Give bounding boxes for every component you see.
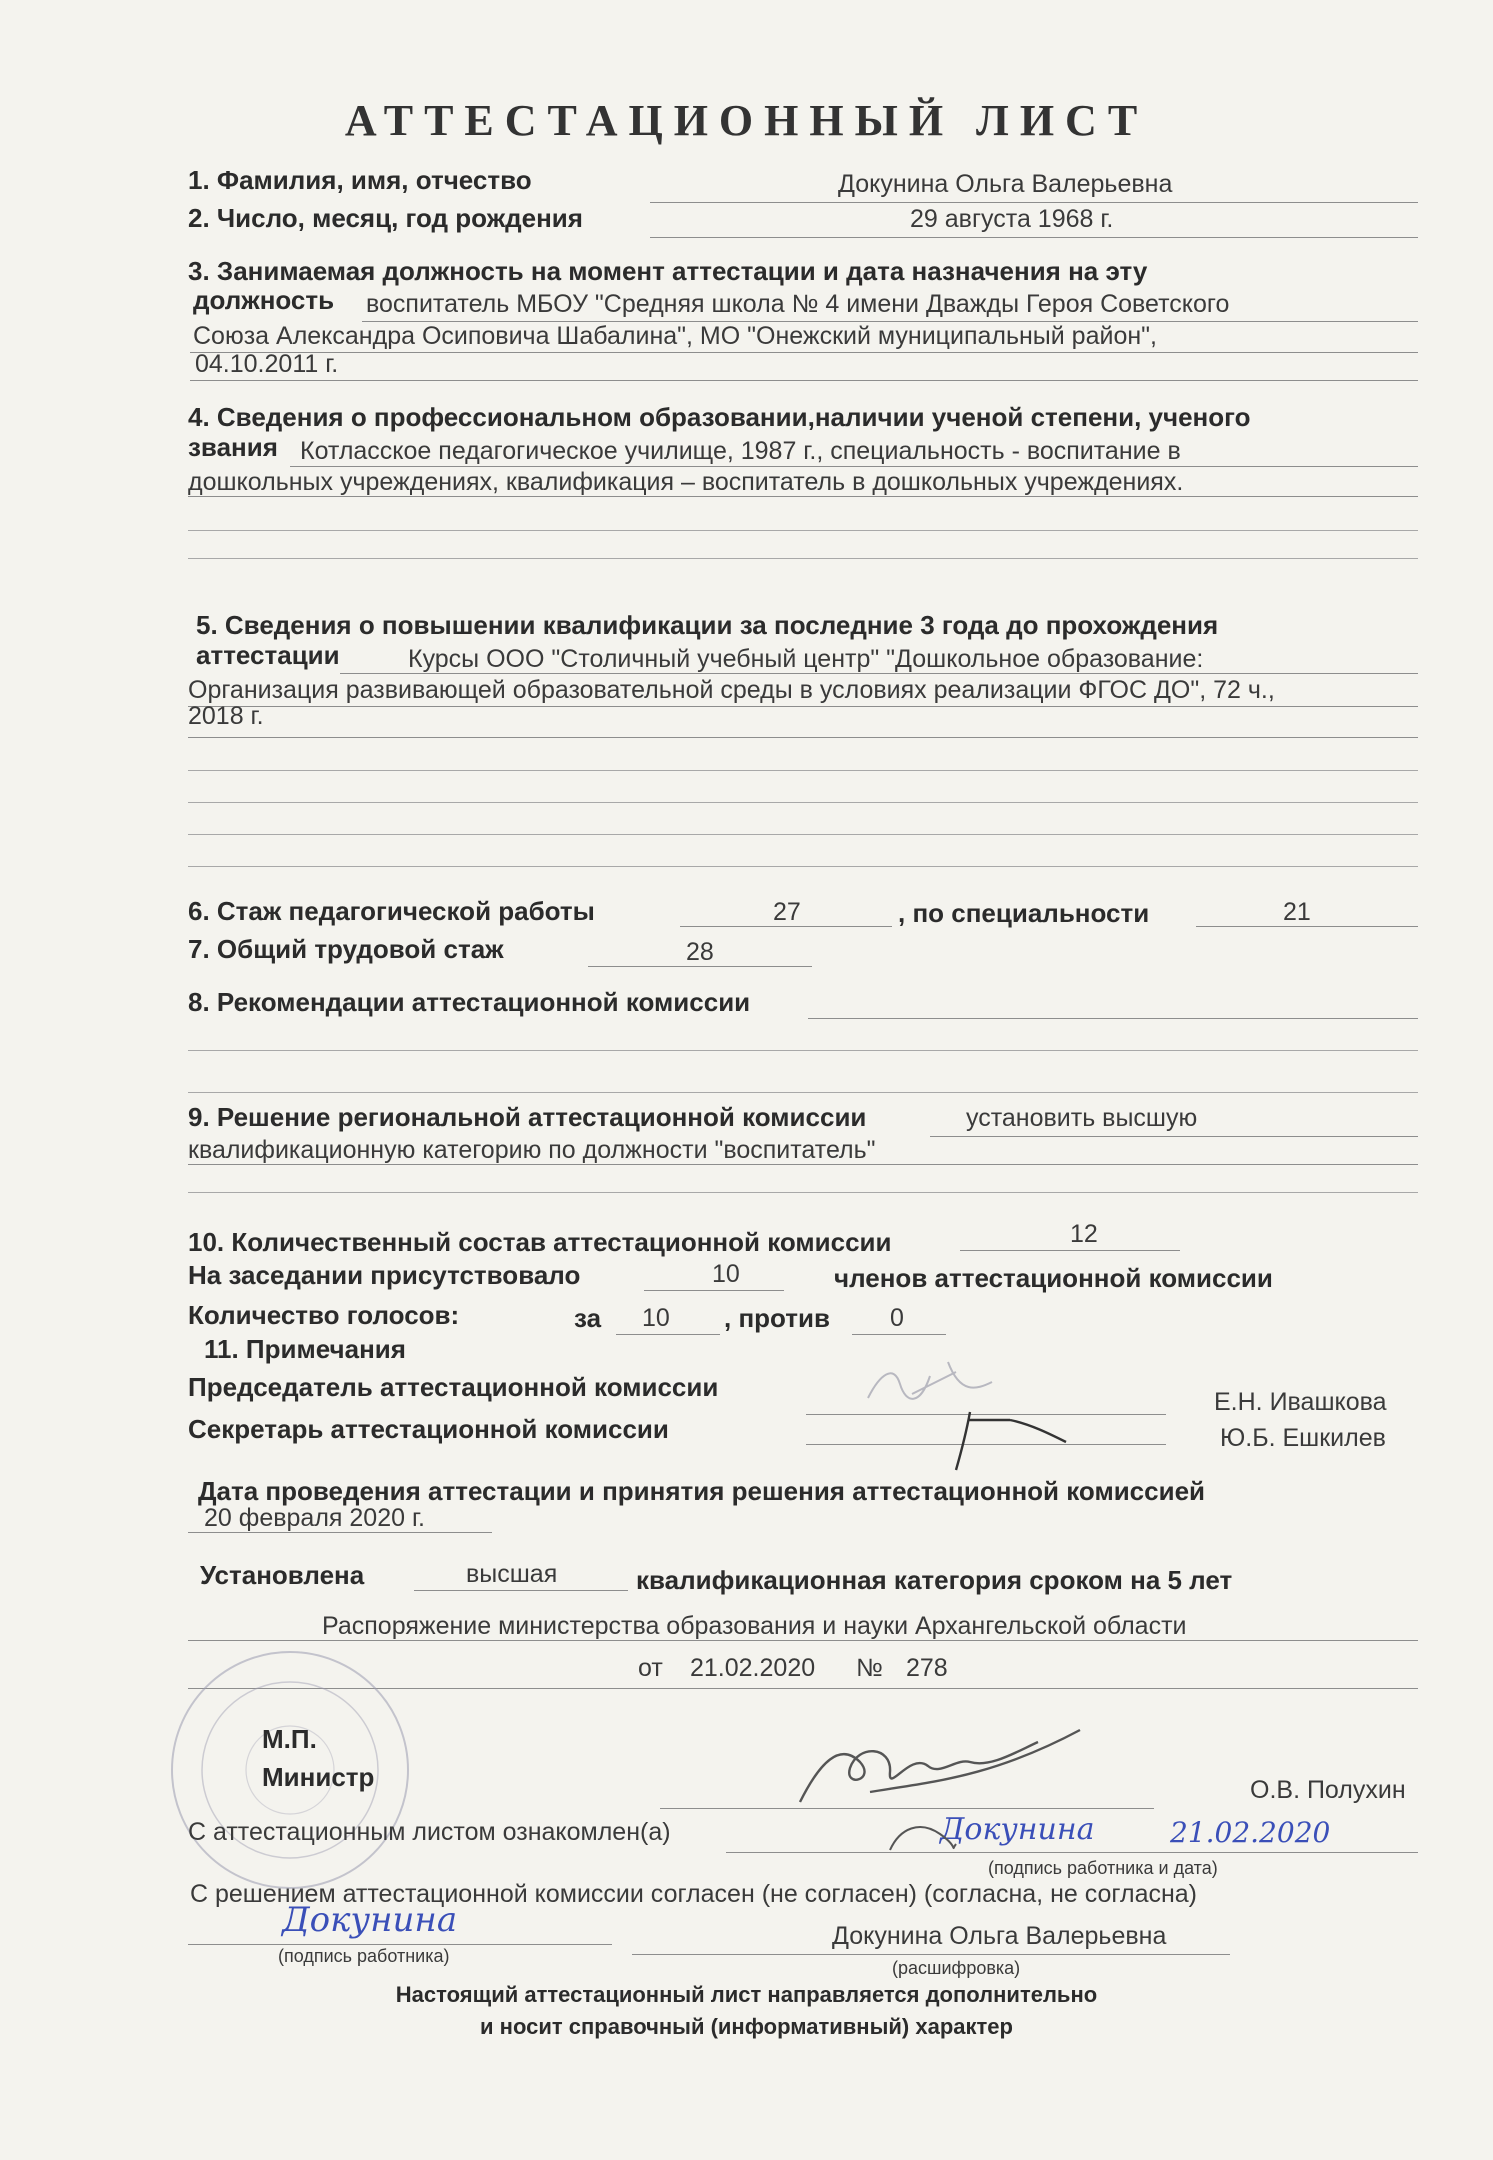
s4-rule3 xyxy=(188,530,1418,531)
s5-rule4 xyxy=(188,770,1418,771)
s3-label2: должность xyxy=(193,285,335,315)
s3-rule2 xyxy=(190,352,1418,353)
s5-rule6 xyxy=(188,834,1418,835)
established-value: высшая xyxy=(466,1560,558,1588)
s8-rule1 xyxy=(808,1018,1418,1019)
s2-label: 2. Число, месяц, год рождения xyxy=(188,203,583,233)
s5-label: 5. Сведения о повышении квалификации за последние 3 года до прохождения xyxy=(196,610,1219,640)
s9-label: 9. Решение региональной аттестационной комиссии xyxy=(188,1102,867,1132)
s3-value2: Союза Александра Осиповича Шабалина", МО "Онежский муниципальный район", xyxy=(193,322,1157,350)
s3-rule3 xyxy=(190,380,1418,381)
s5-rule7 xyxy=(188,866,1418,867)
minister-signature-icon xyxy=(780,1722,1100,1818)
s10-present-value: 10 xyxy=(712,1260,740,1288)
footer-line2: и носит справочный (информативный) характер xyxy=(480,2014,1013,2039)
s6-label: 6. Стаж педагогической работы xyxy=(188,896,595,926)
agree-signature-rule xyxy=(188,1944,612,1945)
chairman-label: Председатель аттестационной комиссии xyxy=(188,1372,719,1402)
order-date: 21.02.2020 xyxy=(690,1654,816,1682)
s4-value2: дошкольных учреждениях, квалификация – воспитатель в дошкольных учреждениях. xyxy=(188,468,1184,496)
agree-name-caption: (расшифровка) xyxy=(892,1958,1021,1978)
s10-present-suffix: членов аттестационной комиссии xyxy=(834,1263,1273,1293)
s1-rule xyxy=(650,202,1418,203)
s10-rule xyxy=(960,1250,1180,1251)
secretary-name: Ю.Б. Ешкилев xyxy=(1220,1424,1386,1452)
footer-line1: Настоящий аттестационный лист направляется дополнительно xyxy=(395,1982,1098,2007)
s10-value: 12 xyxy=(1070,1220,1098,1248)
date-label: Дата проведения аттестации и принятия решения аттестационной комиссией xyxy=(198,1476,1206,1506)
s7-label: 7. Общий трудовой стаж xyxy=(188,934,504,964)
order-num: 278 xyxy=(906,1654,948,1682)
acquainted-signature: Докунина xyxy=(940,1812,1095,1847)
secretary-label: Секретарь аттестационной комиссии xyxy=(188,1414,669,1444)
s2-value: 29 августа 1968 г. xyxy=(910,205,1114,233)
agree-label: С решением аттестационной комиссии согласен (не согласен) (согласна, не согласна) xyxy=(190,1880,1198,1908)
s7-rule xyxy=(588,966,812,967)
minister-label: Министр xyxy=(262,1762,375,1792)
agree-name-rule xyxy=(632,1954,1230,1955)
date-value: 20 февраля 2020 г. xyxy=(204,1504,425,1532)
s10-against-label: , против xyxy=(724,1303,830,1333)
s4-value1: Котласское педагогическое училище, 1987 г., специальность - воспитание в xyxy=(300,437,1181,465)
s2-rule xyxy=(650,237,1418,238)
established-rule xyxy=(414,1590,628,1591)
s9-rule2 xyxy=(188,1164,1418,1165)
acquainted-signature-stroke-icon xyxy=(880,1808,960,1858)
agree-signature-caption: (подпись работника) xyxy=(278,1946,450,1966)
s5-rule2 xyxy=(188,706,1418,707)
established-suffix: квалификационная категория сроком на 5 лет xyxy=(636,1565,1233,1595)
mp-label: М.П. xyxy=(262,1724,317,1754)
s4-rule4 xyxy=(188,558,1418,559)
order-num-label: № xyxy=(856,1654,883,1682)
s9-rule1 xyxy=(930,1136,1418,1137)
s3-label: 3. Занимаемая должность на момент аттестации и дата назначения на эту xyxy=(188,256,1148,286)
s9-value1: установить высшую xyxy=(966,1104,1198,1132)
s6-value: 27 xyxy=(773,898,801,926)
s10-for-value: 10 xyxy=(642,1304,670,1332)
order-from-label: от xyxy=(638,1654,663,1682)
acquainted-rule xyxy=(726,1852,1418,1853)
s5-rule5 xyxy=(188,802,1418,803)
s10-for-rule xyxy=(616,1334,720,1335)
s4-rule2 xyxy=(188,496,1418,497)
s4-label: 4. Сведения о профессиональном образовании,наличии ученой степени, ученого xyxy=(188,402,1251,432)
s11-label: 11. Примечания xyxy=(204,1334,406,1364)
acquainted-date: 21.02.2020 xyxy=(1170,1816,1331,1849)
s10-votes-label: Количество голосов: xyxy=(188,1300,460,1330)
s10-label: 10. Количественный состав аттестационной комиссии xyxy=(188,1227,892,1257)
s6-rule2 xyxy=(1196,926,1418,927)
s3-value3: 04.10.2011 г. xyxy=(195,350,339,378)
s10-against-value: 0 xyxy=(890,1304,904,1332)
s3-value1: воспитатель МБОУ "Средняя школа № 4 имени Дважды Героя Советского xyxy=(366,290,1230,318)
s6-label2: , по специальности xyxy=(898,898,1150,928)
s8-label: 8. Рекомендации аттестационной комиссии xyxy=(188,987,751,1017)
s5-rule3 xyxy=(188,737,1418,738)
s4-rule1 xyxy=(290,466,1418,467)
s9-value2: квалификационную категорию по должности "воспитатель" xyxy=(188,1136,876,1164)
minister-name: О.В. Полухин xyxy=(1250,1776,1406,1804)
s9-rule3 xyxy=(188,1192,1418,1193)
s5-rule1 xyxy=(340,673,1418,674)
document-title: АТТЕСТАЦИОННЫЙ ЛИСТ xyxy=(344,96,1149,145)
agree-name: Докунина Ольга Валерьевна xyxy=(832,1922,1167,1950)
s4-label2: звания xyxy=(188,432,278,462)
s10-for-label: за xyxy=(574,1303,602,1333)
s6-rule1 xyxy=(680,926,892,927)
acquainted-label: С аттестационным листом ознакомлен(а) xyxy=(188,1818,671,1846)
s5-label2: аттестации xyxy=(196,640,340,670)
order-text: Распоряжение министерства образования и науки Архангельской области xyxy=(322,1612,1187,1640)
s8-rule2 xyxy=(188,1050,1418,1051)
s5-value1: Курсы ООО "Столичный учебный центр" "Дошкольное образование: xyxy=(408,645,1204,673)
date-rule xyxy=(188,1532,492,1533)
s8-rule3 xyxy=(188,1092,1418,1093)
s10-present-rule xyxy=(644,1290,784,1291)
s10-present-label: На заседании присутствовало xyxy=(188,1260,581,1290)
acquainted-caption: (подпись работника и дата) xyxy=(988,1858,1218,1878)
s5-value2: Организация развивающей образовательной среды в условиях реализации ФГОС ДО", 72 ч., xyxy=(188,676,1275,704)
s6-value2: 21 xyxy=(1283,898,1311,926)
established-label: Установлена xyxy=(200,1560,365,1590)
agree-signature: Докунина xyxy=(282,1900,458,1940)
s5-value3: 2018 г. xyxy=(188,702,264,730)
chairman-name: Е.Н. Ивашкова xyxy=(1214,1388,1387,1416)
s1-label: 1. Фамилия, имя, отчество xyxy=(188,165,532,195)
secretary-signature-icon xyxy=(940,1404,1070,1474)
s1-value: Докунина Ольга Валерьевна xyxy=(838,170,1173,198)
s7-value: 28 xyxy=(686,938,714,966)
s10-against-rule xyxy=(852,1334,946,1335)
